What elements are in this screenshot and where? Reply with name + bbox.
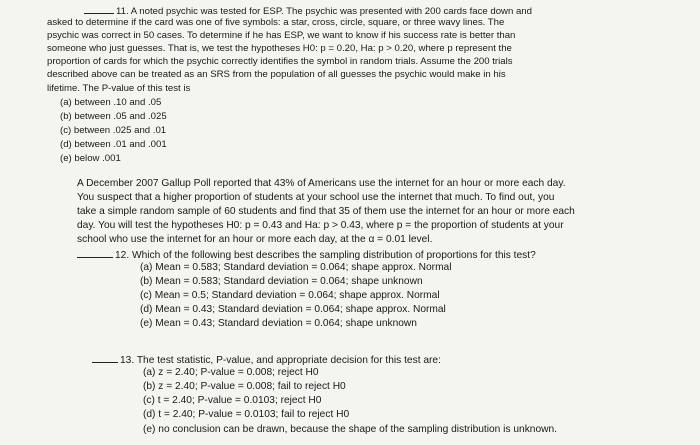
option-12c: (c) Mean = 0.5; Standard deviation = 0.064; shape approx. Normal	[140, 290, 440, 301]
option-13b: (b) z = 2.40; P-value = 0.008; fail to reject H0	[143, 381, 346, 392]
stem-line: school who use the internet for an hour or more each day, at the α = 0.01 level.	[77, 234, 433, 245]
option-11d: (d) between .01 and .001	[60, 139, 167, 150]
stem-line: You suspect that a higher proportion of students at your school use the internet that much. To find out, you	[77, 192, 555, 203]
question-number-13: 13.	[120, 355, 135, 366]
option-12b: (b) Mean = 0.583; Standard deviation = 0.064; shape unknown	[140, 276, 423, 287]
question-11-text-line: described above can be treated as an SRS from the population of all guesses the psychic would make in his	[47, 69, 506, 80]
option-12a: (a) Mean = 0.583; Standard deviation = 0.064; shape approx. Normal	[140, 262, 452, 273]
question-11-text-line: lifetime. The P-value of this test is	[47, 83, 191, 94]
option-11a: (a) between .10 and .05	[60, 97, 162, 108]
answer-blank-11[interactable]	[84, 4, 114, 14]
question-11-text-line: someone who just guesses. That is, we test the hypotheses H0: p = 0.20, Ha: p > 0.20, where p represent the	[47, 43, 512, 54]
question-11-text-line: asked to determine if the card was one of five symbols: a star, cross, circle, square, or three wavy lines. The	[47, 17, 505, 28]
option-11e: (e) below .001	[60, 153, 121, 164]
answer-blank-12[interactable]	[77, 248, 113, 258]
answer-blank-13[interactable]	[92, 353, 118, 363]
option-12e: (e) Mean = 0.43; Standard deviation = 0.064; shape unknown	[140, 318, 417, 329]
question-number-11: 11.	[116, 6, 129, 17]
stem-line: A December 2007 Gallup Poll reported that 43% of Americans use the internet for an hour or more each day.	[77, 178, 566, 189]
question-12-first-line	[77, 248, 536, 262]
option-11b: (b) between .05 and .025	[60, 111, 167, 122]
option-13e: (e) no conclusion can be drawn, because the shape of the sampling distribution is unknown.	[143, 424, 557, 435]
stem-line: day. You will test the hypotheses H0: p = 0.43 and Ha: p > 0.43, where p = the proportion of students at your	[77, 220, 564, 231]
question-11-text-line: proportion of cards for which the psychic correctly identifies the symbol in random trials. Assume the 200 trials	[47, 56, 513, 67]
question-11-first-line: 11. A noted psychic was tested for ESP. The psychic was presented with 200 cards face down and	[84, 4, 532, 17]
option-12d: (d) Mean = 0.43; Standard deviation = 0.064; shape approx. Normal	[140, 304, 446, 315]
option-13d: (d) t = 2.40; P-value = 0.0103; fail to reject H0	[143, 409, 350, 420]
option-13a: (a) z = 2.40; P-value = 0.008; reject H0	[143, 367, 319, 378]
question-13-text: The test statistic, P-value, and appropriate decision for this test are:	[136, 355, 441, 366]
option-11c: (c) between .025 and .01	[60, 125, 167, 136]
option-13c: (c) t = 2.40; P-value = 0.0103; reject H0	[143, 395, 322, 406]
question-11-text-line: psychic was correct in 50 cases. To determine if he has ESP, we want to know if his success rate is better than	[47, 30, 516, 41]
question-number-12: 12.	[115, 250, 130, 261]
question-12-text: Which of the following best describes the sampling distribution of proportions for this test?	[132, 250, 536, 261]
stem-line: take a simple random sample of 60 students and find that 35 of them use the internet for an hour or more each	[77, 206, 575, 217]
question-13-first-line	[92, 353, 441, 367]
